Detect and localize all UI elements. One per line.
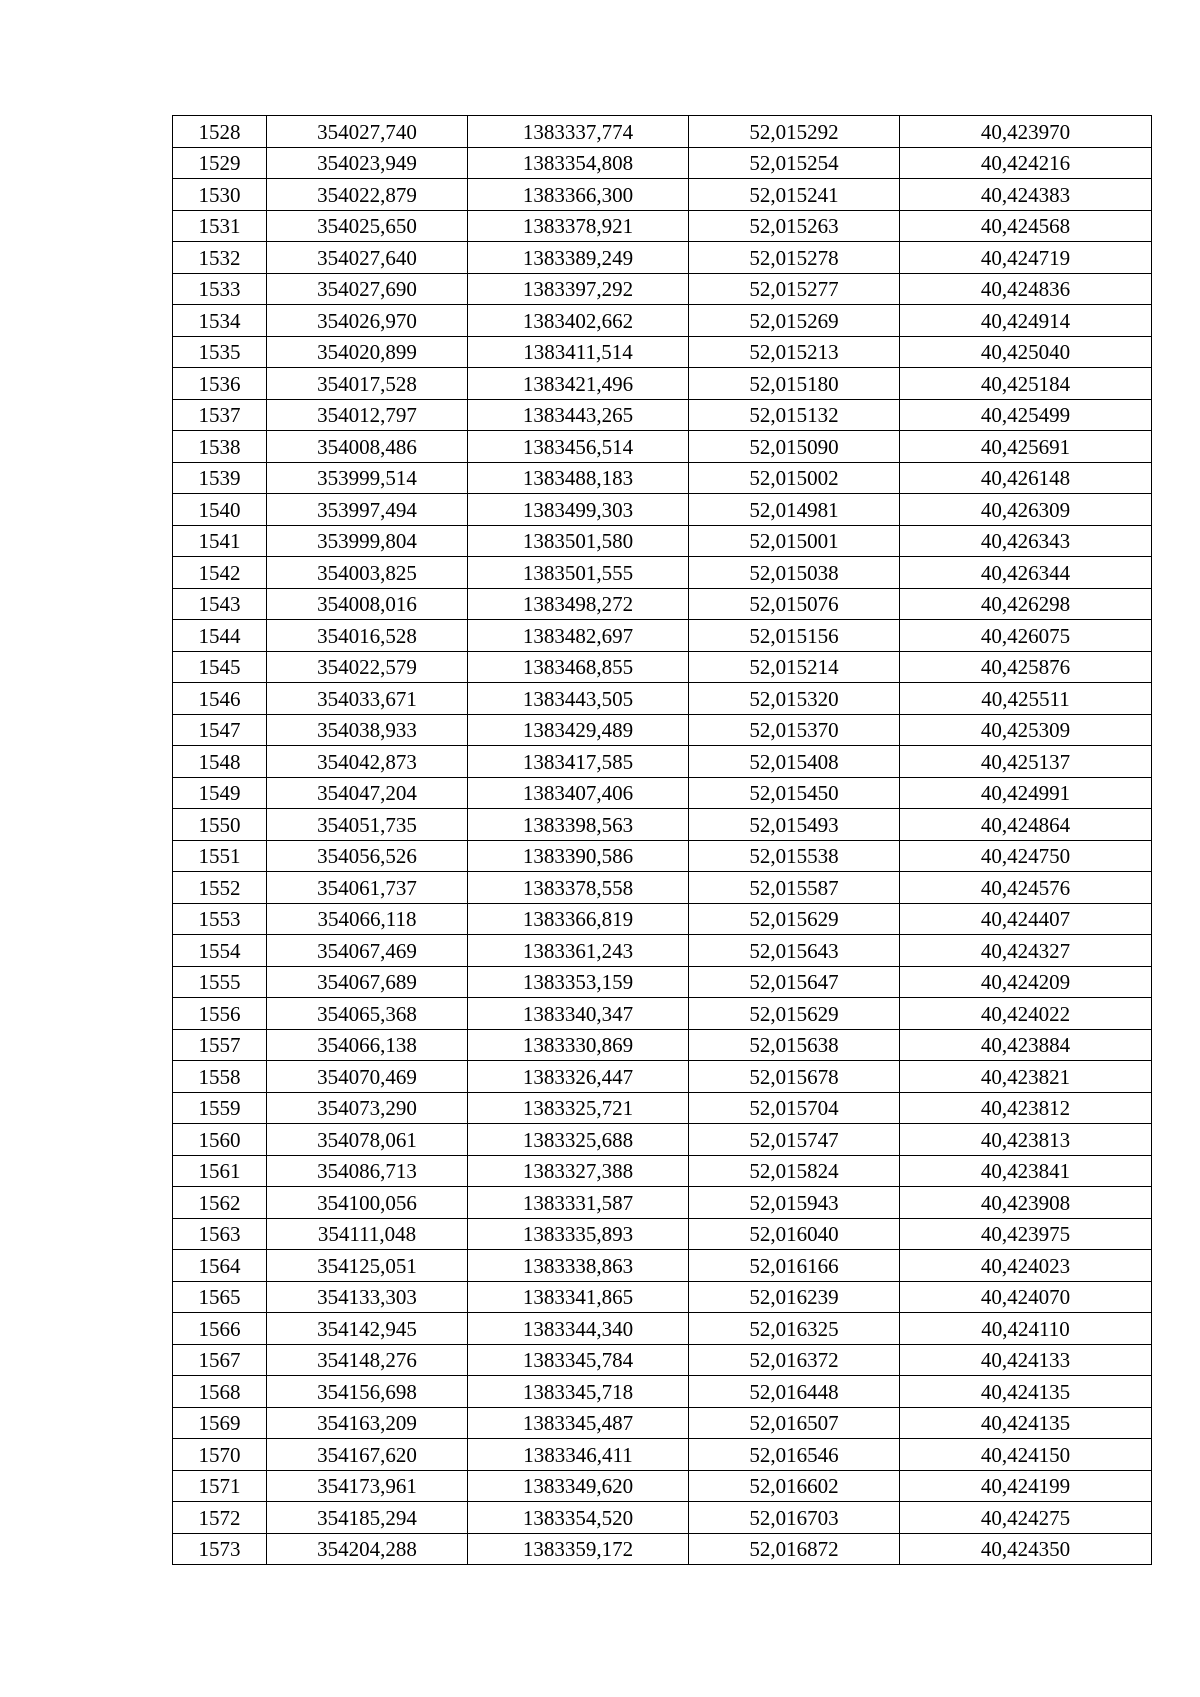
table-row xyxy=(173,1313,1152,1345)
table-row xyxy=(173,1344,1152,1376)
longitude-cell: 40,425184 xyxy=(900,368,1152,400)
latitude-cell: 52,015292 xyxy=(689,116,900,148)
y-coordinate-cell: 1383330,869 xyxy=(468,1029,689,1061)
longitude-cell: 40,424350 xyxy=(900,1533,1152,1565)
x-coordinate-cell: 354086,713 xyxy=(267,1155,468,1187)
table-row xyxy=(173,210,1152,242)
y-coordinate-cell: 1383354,808 xyxy=(468,147,689,179)
y-coordinate-cell: 1383359,172 xyxy=(468,1533,689,1565)
y-coordinate-cell: 1383499,303 xyxy=(468,494,689,526)
table-row xyxy=(173,1061,1152,1093)
latitude-cell: 52,015241 xyxy=(689,179,900,211)
latitude-cell: 52,015076 xyxy=(689,588,900,620)
table-row xyxy=(173,399,1152,431)
x-coordinate-cell: 354012,797 xyxy=(267,399,468,431)
table-row xyxy=(173,935,1152,967)
point-number-cell: 1568 xyxy=(173,1376,267,1408)
table-row xyxy=(173,620,1152,652)
x-coordinate-cell: 354022,579 xyxy=(267,651,468,683)
longitude-cell: 40,423884 xyxy=(900,1029,1152,1061)
y-coordinate-cell: 1383443,265 xyxy=(468,399,689,431)
longitude-cell: 40,424209 xyxy=(900,966,1152,998)
longitude-cell: 40,425499 xyxy=(900,399,1152,431)
x-coordinate-cell: 354066,138 xyxy=(267,1029,468,1061)
y-coordinate-cell: 1383331,587 xyxy=(468,1187,689,1219)
longitude-cell: 40,424914 xyxy=(900,305,1152,337)
x-coordinate-cell: 353999,514 xyxy=(267,462,468,494)
table-row xyxy=(173,462,1152,494)
x-coordinate-cell: 354038,933 xyxy=(267,714,468,746)
coordinates-table-body xyxy=(173,116,1152,1565)
latitude-cell: 52,014981 xyxy=(689,494,900,526)
latitude-cell: 52,015213 xyxy=(689,336,900,368)
latitude-cell: 52,015943 xyxy=(689,1187,900,1219)
longitude-cell: 40,424199 xyxy=(900,1470,1152,1502)
y-coordinate-cell: 1383349,620 xyxy=(468,1470,689,1502)
point-number-cell: 1534 xyxy=(173,305,267,337)
x-coordinate-cell: 354067,469 xyxy=(267,935,468,967)
x-coordinate-cell: 354008,016 xyxy=(267,588,468,620)
table-row xyxy=(173,1250,1152,1282)
table-row xyxy=(173,557,1152,589)
point-number-cell: 1545 xyxy=(173,651,267,683)
longitude-cell: 40,426298 xyxy=(900,588,1152,620)
latitude-cell: 52,016166 xyxy=(689,1250,900,1282)
point-number-cell: 1550 xyxy=(173,809,267,841)
point-number-cell: 1541 xyxy=(173,525,267,557)
longitude-cell: 40,424216 xyxy=(900,147,1152,179)
y-coordinate-cell: 1383327,388 xyxy=(468,1155,689,1187)
latitude-cell: 52,015538 xyxy=(689,840,900,872)
x-coordinate-cell: 354067,689 xyxy=(267,966,468,998)
latitude-cell: 52,015493 xyxy=(689,809,900,841)
point-number-cell: 1557 xyxy=(173,1029,267,1061)
longitude-cell: 40,423908 xyxy=(900,1187,1152,1219)
point-number-cell: 1571 xyxy=(173,1470,267,1502)
point-number-cell: 1547 xyxy=(173,714,267,746)
point-number-cell: 1528 xyxy=(173,116,267,148)
latitude-cell: 52,015629 xyxy=(689,998,900,1030)
longitude-cell: 40,424750 xyxy=(900,840,1152,872)
x-coordinate-cell: 354042,873 xyxy=(267,746,468,778)
latitude-cell: 52,016448 xyxy=(689,1376,900,1408)
latitude-cell: 52,016239 xyxy=(689,1281,900,1313)
longitude-cell: 40,424110 xyxy=(900,1313,1152,1345)
table-row xyxy=(173,368,1152,400)
y-coordinate-cell: 1383378,921 xyxy=(468,210,689,242)
y-coordinate-cell: 1383417,585 xyxy=(468,746,689,778)
longitude-cell: 40,424150 xyxy=(900,1439,1152,1471)
x-coordinate-cell: 354061,737 xyxy=(267,872,468,904)
longitude-cell: 40,425309 xyxy=(900,714,1152,746)
x-coordinate-cell: 354033,671 xyxy=(267,683,468,715)
coordinates-table xyxy=(172,115,1152,1565)
x-coordinate-cell: 354047,204 xyxy=(267,777,468,809)
latitude-cell: 52,016507 xyxy=(689,1407,900,1439)
point-number-cell: 1567 xyxy=(173,1344,267,1376)
x-coordinate-cell: 354125,051 xyxy=(267,1250,468,1282)
point-number-cell: 1531 xyxy=(173,210,267,242)
longitude-cell: 40,424576 xyxy=(900,872,1152,904)
x-coordinate-cell: 354027,740 xyxy=(267,116,468,148)
x-coordinate-cell: 353997,494 xyxy=(267,494,468,526)
y-coordinate-cell: 1383345,487 xyxy=(468,1407,689,1439)
x-coordinate-cell: 354022,879 xyxy=(267,179,468,211)
table-row xyxy=(173,777,1152,809)
latitude-cell: 52,016872 xyxy=(689,1533,900,1565)
table-row xyxy=(173,1439,1152,1471)
table-row xyxy=(173,998,1152,1030)
point-number-cell: 1555 xyxy=(173,966,267,998)
point-number-cell: 1544 xyxy=(173,620,267,652)
point-number-cell: 1551 xyxy=(173,840,267,872)
y-coordinate-cell: 1383421,496 xyxy=(468,368,689,400)
latitude-cell: 52,015678 xyxy=(689,1061,900,1093)
point-number-cell: 1543 xyxy=(173,588,267,620)
point-number-cell: 1548 xyxy=(173,746,267,778)
x-coordinate-cell: 354100,056 xyxy=(267,1187,468,1219)
longitude-cell: 40,425511 xyxy=(900,683,1152,715)
y-coordinate-cell: 1383335,893 xyxy=(468,1218,689,1250)
latitude-cell: 52,015643 xyxy=(689,935,900,967)
point-number-cell: 1559 xyxy=(173,1092,267,1124)
x-coordinate-cell: 353999,804 xyxy=(267,525,468,557)
latitude-cell: 52,015269 xyxy=(689,305,900,337)
table-row xyxy=(173,809,1152,841)
longitude-cell: 40,424135 xyxy=(900,1376,1152,1408)
longitude-cell: 40,424568 xyxy=(900,210,1152,242)
point-number-cell: 1570 xyxy=(173,1439,267,1471)
latitude-cell: 52,015263 xyxy=(689,210,900,242)
y-coordinate-cell: 1383501,580 xyxy=(468,525,689,557)
y-coordinate-cell: 1383361,243 xyxy=(468,935,689,967)
table-row xyxy=(173,273,1152,305)
longitude-cell: 40,424991 xyxy=(900,777,1152,809)
latitude-cell: 52,015001 xyxy=(689,525,900,557)
latitude-cell: 52,015408 xyxy=(689,746,900,778)
x-coordinate-cell: 354142,945 xyxy=(267,1313,468,1345)
point-number-cell: 1552 xyxy=(173,872,267,904)
longitude-cell: 40,424275 xyxy=(900,1502,1152,1534)
y-coordinate-cell: 1383407,406 xyxy=(468,777,689,809)
x-coordinate-cell: 354156,698 xyxy=(267,1376,468,1408)
x-coordinate-cell: 354133,303 xyxy=(267,1281,468,1313)
y-coordinate-cell: 1383498,272 xyxy=(468,588,689,620)
point-number-cell: 1530 xyxy=(173,179,267,211)
y-coordinate-cell: 1383337,774 xyxy=(468,116,689,148)
x-coordinate-cell: 354025,650 xyxy=(267,210,468,242)
point-number-cell: 1558 xyxy=(173,1061,267,1093)
point-number-cell: 1573 xyxy=(173,1533,267,1565)
y-coordinate-cell: 1383346,411 xyxy=(468,1439,689,1471)
table-row xyxy=(173,336,1152,368)
point-number-cell: 1533 xyxy=(173,273,267,305)
longitude-cell: 40,426148 xyxy=(900,462,1152,494)
point-number-cell: 1553 xyxy=(173,903,267,935)
table-row xyxy=(173,1533,1152,1565)
latitude-cell: 52,015254 xyxy=(689,147,900,179)
point-number-cell: 1535 xyxy=(173,336,267,368)
point-number-cell: 1549 xyxy=(173,777,267,809)
table-row xyxy=(173,116,1152,148)
point-number-cell: 1556 xyxy=(173,998,267,1030)
longitude-cell: 40,426075 xyxy=(900,620,1152,652)
table-row xyxy=(173,1470,1152,1502)
table-row xyxy=(173,525,1152,557)
longitude-cell: 40,425691 xyxy=(900,431,1152,463)
table-row xyxy=(173,1407,1152,1439)
point-number-cell: 1560 xyxy=(173,1124,267,1156)
y-coordinate-cell: 1383468,855 xyxy=(468,651,689,683)
latitude-cell: 52,015002 xyxy=(689,462,900,494)
point-number-cell: 1554 xyxy=(173,935,267,967)
longitude-cell: 40,424070 xyxy=(900,1281,1152,1313)
x-coordinate-cell: 354003,825 xyxy=(267,557,468,589)
y-coordinate-cell: 1383398,563 xyxy=(468,809,689,841)
longitude-cell: 40,426309 xyxy=(900,494,1152,526)
y-coordinate-cell: 1383429,489 xyxy=(468,714,689,746)
longitude-cell: 40,425137 xyxy=(900,746,1152,778)
point-number-cell: 1540 xyxy=(173,494,267,526)
point-number-cell: 1542 xyxy=(173,557,267,589)
longitude-cell: 40,423812 xyxy=(900,1092,1152,1124)
longitude-cell: 40,424383 xyxy=(900,179,1152,211)
longitude-cell: 40,424023 xyxy=(900,1250,1152,1282)
table-row xyxy=(173,305,1152,337)
y-coordinate-cell: 1383402,662 xyxy=(468,305,689,337)
latitude-cell: 52,015320 xyxy=(689,683,900,715)
x-coordinate-cell: 354016,528 xyxy=(267,620,468,652)
point-number-cell: 1572 xyxy=(173,1502,267,1534)
y-coordinate-cell: 1383411,514 xyxy=(468,336,689,368)
longitude-cell: 40,426343 xyxy=(900,525,1152,557)
table-row xyxy=(173,588,1152,620)
table-row xyxy=(173,1502,1152,1534)
table-row xyxy=(173,494,1152,526)
y-coordinate-cell: 1383501,555 xyxy=(468,557,689,589)
y-coordinate-cell: 1383340,347 xyxy=(468,998,689,1030)
x-coordinate-cell: 354167,620 xyxy=(267,1439,468,1471)
x-coordinate-cell: 354008,486 xyxy=(267,431,468,463)
point-number-cell: 1565 xyxy=(173,1281,267,1313)
longitude-cell: 40,424836 xyxy=(900,273,1152,305)
table-row xyxy=(173,903,1152,935)
y-coordinate-cell: 1383397,292 xyxy=(468,273,689,305)
x-coordinate-cell: 354017,528 xyxy=(267,368,468,400)
y-coordinate-cell: 1383325,688 xyxy=(468,1124,689,1156)
x-coordinate-cell: 354020,899 xyxy=(267,336,468,368)
y-coordinate-cell: 1383325,721 xyxy=(468,1092,689,1124)
latitude-cell: 52,015180 xyxy=(689,368,900,400)
table-row xyxy=(173,1124,1152,1156)
point-number-cell: 1529 xyxy=(173,147,267,179)
point-number-cell: 1532 xyxy=(173,242,267,274)
x-coordinate-cell: 354148,276 xyxy=(267,1344,468,1376)
y-coordinate-cell: 1383482,697 xyxy=(468,620,689,652)
latitude-cell: 52,015278 xyxy=(689,242,900,274)
table-row xyxy=(173,966,1152,998)
y-coordinate-cell: 1383344,340 xyxy=(468,1313,689,1345)
table-row xyxy=(173,147,1152,179)
y-coordinate-cell: 1383390,586 xyxy=(468,840,689,872)
table-row xyxy=(173,1187,1152,1219)
latitude-cell: 52,015647 xyxy=(689,966,900,998)
y-coordinate-cell: 1383353,159 xyxy=(468,966,689,998)
latitude-cell: 52,015132 xyxy=(689,399,900,431)
point-number-cell: 1561 xyxy=(173,1155,267,1187)
x-coordinate-cell: 354051,735 xyxy=(267,809,468,841)
latitude-cell: 52,015747 xyxy=(689,1124,900,1156)
x-coordinate-cell: 354027,640 xyxy=(267,242,468,274)
latitude-cell: 52,015038 xyxy=(689,557,900,589)
point-number-cell: 1562 xyxy=(173,1187,267,1219)
table-row xyxy=(173,242,1152,274)
table-row xyxy=(173,179,1152,211)
x-coordinate-cell: 354056,526 xyxy=(267,840,468,872)
longitude-cell: 40,424719 xyxy=(900,242,1152,274)
point-number-cell: 1538 xyxy=(173,431,267,463)
latitude-cell: 52,015629 xyxy=(689,903,900,935)
latitude-cell: 52,015090 xyxy=(689,431,900,463)
table-row xyxy=(173,714,1152,746)
point-number-cell: 1563 xyxy=(173,1218,267,1250)
point-number-cell: 1539 xyxy=(173,462,267,494)
table-row xyxy=(173,1155,1152,1187)
longitude-cell: 40,423813 xyxy=(900,1124,1152,1156)
x-coordinate-cell: 354073,290 xyxy=(267,1092,468,1124)
longitude-cell: 40,426344 xyxy=(900,557,1152,589)
y-coordinate-cell: 1383345,718 xyxy=(468,1376,689,1408)
y-coordinate-cell: 1383341,865 xyxy=(468,1281,689,1313)
latitude-cell: 52,016546 xyxy=(689,1439,900,1471)
point-number-cell: 1566 xyxy=(173,1313,267,1345)
latitude-cell: 52,016602 xyxy=(689,1470,900,1502)
table-row xyxy=(173,683,1152,715)
y-coordinate-cell: 1383354,520 xyxy=(468,1502,689,1534)
latitude-cell: 52,015277 xyxy=(689,273,900,305)
point-number-cell: 1537 xyxy=(173,399,267,431)
longitude-cell: 40,424864 xyxy=(900,809,1152,841)
latitude-cell: 52,015156 xyxy=(689,620,900,652)
latitude-cell: 52,015214 xyxy=(689,651,900,683)
latitude-cell: 52,016325 xyxy=(689,1313,900,1345)
point-number-cell: 1564 xyxy=(173,1250,267,1282)
latitude-cell: 52,015587 xyxy=(689,872,900,904)
point-number-cell: 1546 xyxy=(173,683,267,715)
longitude-cell: 40,425876 xyxy=(900,651,1152,683)
longitude-cell: 40,423821 xyxy=(900,1061,1152,1093)
table-row xyxy=(173,840,1152,872)
latitude-cell: 52,016703 xyxy=(689,1502,900,1534)
latitude-cell: 52,015704 xyxy=(689,1092,900,1124)
y-coordinate-cell: 1383326,447 xyxy=(468,1061,689,1093)
x-coordinate-cell: 354070,469 xyxy=(267,1061,468,1093)
table-row xyxy=(173,1281,1152,1313)
table-row xyxy=(173,651,1152,683)
x-coordinate-cell: 354078,061 xyxy=(267,1124,468,1156)
longitude-cell: 40,424022 xyxy=(900,998,1152,1030)
latitude-cell: 52,015450 xyxy=(689,777,900,809)
latitude-cell: 52,016372 xyxy=(689,1344,900,1376)
latitude-cell: 52,015638 xyxy=(689,1029,900,1061)
x-coordinate-cell: 354026,970 xyxy=(267,305,468,337)
table-row xyxy=(173,1092,1152,1124)
x-coordinate-cell: 354204,288 xyxy=(267,1533,468,1565)
table-row xyxy=(173,1376,1152,1408)
y-coordinate-cell: 1383366,819 xyxy=(468,903,689,935)
y-coordinate-cell: 1383345,784 xyxy=(468,1344,689,1376)
x-coordinate-cell: 354066,118 xyxy=(267,903,468,935)
table-row xyxy=(173,431,1152,463)
latitude-cell: 52,015370 xyxy=(689,714,900,746)
latitude-cell: 52,016040 xyxy=(689,1218,900,1250)
y-coordinate-cell: 1383456,514 xyxy=(468,431,689,463)
longitude-cell: 40,424327 xyxy=(900,935,1152,967)
table-row xyxy=(173,1029,1152,1061)
point-number-cell: 1536 xyxy=(173,368,267,400)
x-coordinate-cell: 354185,294 xyxy=(267,1502,468,1534)
y-coordinate-cell: 1383338,863 xyxy=(468,1250,689,1282)
longitude-cell: 40,423970 xyxy=(900,116,1152,148)
y-coordinate-cell: 1383443,505 xyxy=(468,683,689,715)
longitude-cell: 40,424135 xyxy=(900,1407,1152,1439)
longitude-cell: 40,425040 xyxy=(900,336,1152,368)
longitude-cell: 40,424133 xyxy=(900,1344,1152,1376)
longitude-cell: 40,423841 xyxy=(900,1155,1152,1187)
point-number-cell: 1569 xyxy=(173,1407,267,1439)
y-coordinate-cell: 1383366,300 xyxy=(468,179,689,211)
x-coordinate-cell: 354027,690 xyxy=(267,273,468,305)
table-row xyxy=(173,1218,1152,1250)
longitude-cell: 40,423975 xyxy=(900,1218,1152,1250)
table-row xyxy=(173,872,1152,904)
x-coordinate-cell: 354065,368 xyxy=(267,998,468,1030)
y-coordinate-cell: 1383378,558 xyxy=(468,872,689,904)
x-coordinate-cell: 354023,949 xyxy=(267,147,468,179)
y-coordinate-cell: 1383488,183 xyxy=(468,462,689,494)
longitude-cell: 40,424407 xyxy=(900,903,1152,935)
table-row xyxy=(173,746,1152,778)
latitude-cell: 52,015824 xyxy=(689,1155,900,1187)
x-coordinate-cell: 354163,209 xyxy=(267,1407,468,1439)
x-coordinate-cell: 354111,048 xyxy=(267,1218,468,1250)
y-coordinate-cell: 1383389,249 xyxy=(468,242,689,274)
x-coordinate-cell: 354173,961 xyxy=(267,1470,468,1502)
